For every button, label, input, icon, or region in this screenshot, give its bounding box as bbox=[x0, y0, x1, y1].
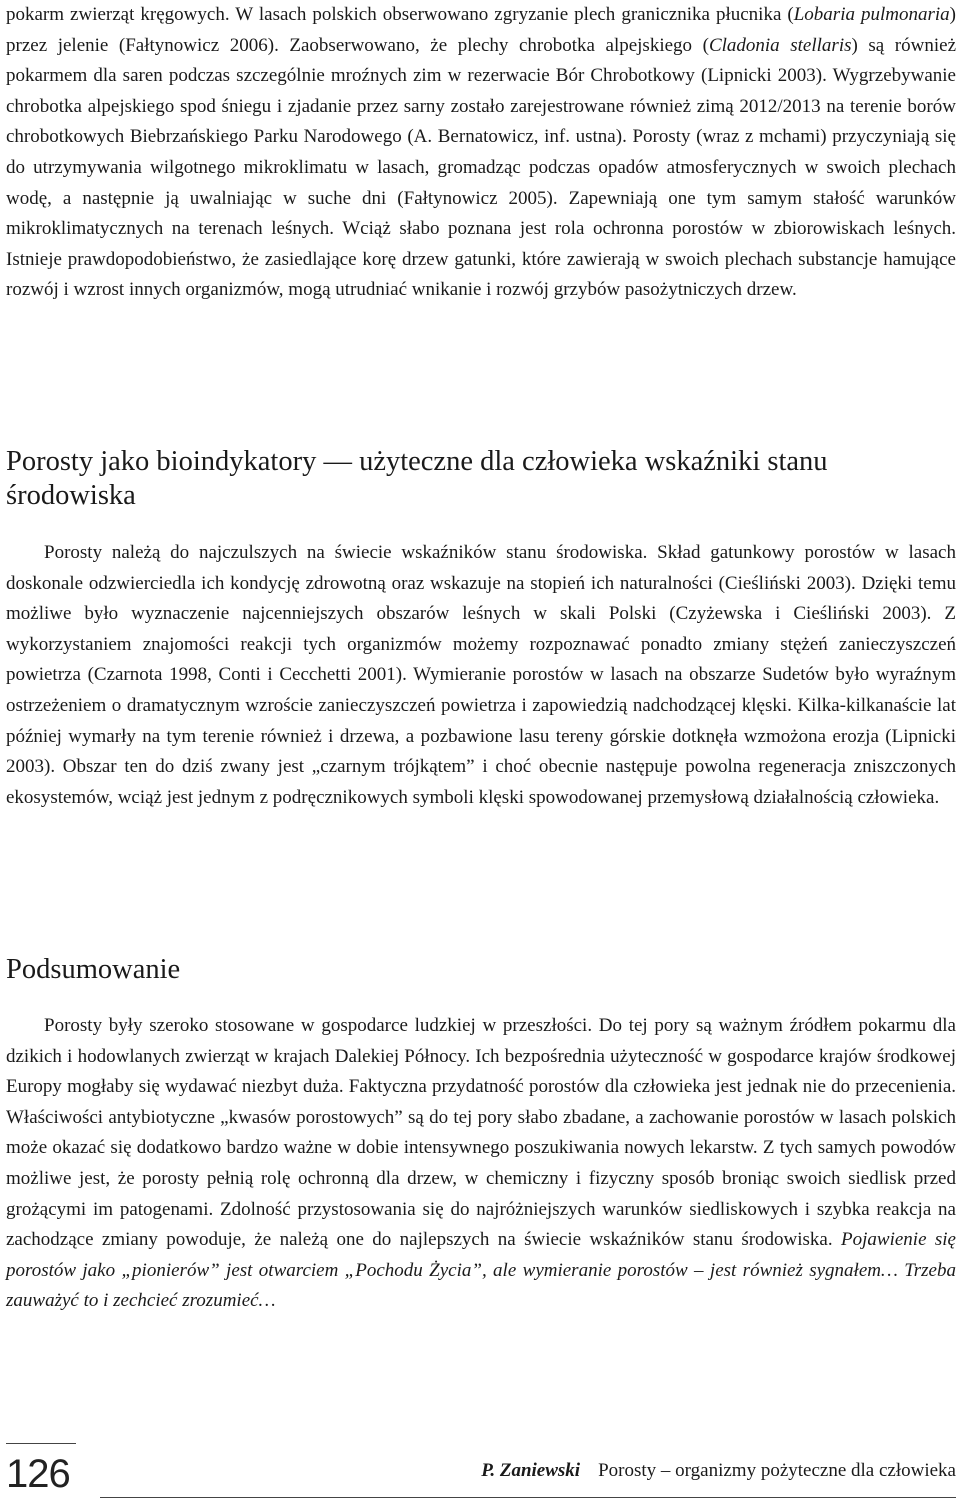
section-summary bbox=[6, 1011, 956, 1317]
section-heading-summary: Podsumowanie bbox=[6, 954, 181, 985]
text-run: Porosty były szeroko stosowane w gospodarce ludzkiej w przeszłości. Do tej pory są ważnym źródłem pokarmu dla dzikich i hodowlanych zwierząt w krajach Dalekiej Północy. Ich bezpośrednia użyteczność w gospodarce krajów środkowej Europy mogłaby się wydawać niezbyt duża. Faktyczna przydatność porostów dla człowieka jest jednak nie do przecenienia. Właściwości antybiotyczne „kwasów porostowych” są do tej pory słabo zbadane, a zachowanie porostów w lasach polskich może okazać się dodatkowo bardzo ważne w dobie intensywnego poszukiwania nowych lekarstw. Z tych samych powodów możliwe jest, że porosty pełnią rolę ochronną dla drzew, w chemiczny i fizyczny sposób broniąc swoich siedlisk przed grożącymi im patogenami. Zdolność przystosowania się do najróżniejszych warunków siedliskowych i szybka reakcja na zachodzące zmiany powoduje, że należą one do najlepszych na świecie wskaźników stanu środowiska. bbox=[6, 1015, 956, 1251]
running-footer bbox=[481, 1460, 956, 1482]
species-name: Cladonia stellaris bbox=[708, 34, 852, 56]
document-page bbox=[6, 0, 957, 1312]
text-run: ) przez jelenie (Fałtynowicz 2006). Zaobserwowano, że plechy chrobotka alpejskiego ( bbox=[6, 4, 956, 56]
footer-author: P. Zaniewski bbox=[481, 1460, 581, 1481]
closing-quote: Pojawienie się porostów jako „pionierów” jest otwarciem „Pochodu Życia”, ale wymieranie porostów – jest również sygnałem… Trzeba zauważyć to i zechcieć zrozumieć… bbox=[6, 1229, 956, 1312]
footer-title: Porosty – organizmy pożyteczne dla człowieka bbox=[598, 1460, 956, 1481]
section-bioindicators bbox=[6, 538, 956, 813]
paragraph-summary bbox=[6, 1011, 956, 1317]
paragraph-bioindicators: Porosty należą do najczulszych na świecie wskaźników stanu środowiska. Skład gatunkowy porostów w lasach doskonale odzwierciedla ich kondycję zdrowotną oraz wskazuje na stopień ich naturalności (Cieśliński 2003). Dzięki temu możliwe było wyznaczenie najcenniejszych obszarów leśnych w skali Polski (Czyżewska i Cieśliński 2003). Z wykorzystaniem znajomości reakcji tych organizmów możemy rozpoznawać ponadto zmiany stężeń zanieczyszczeń powietrza (Czarnota 1998, Conti i Cecchetti 2001). Wymieranie porostów w lasach na obszarze Sudetów było wyraźnym ostrzeżeniem o dramatycznym wzroście zanieczyszczeń powietrza i zapowiedzią nadchodzącej klęski. Kilka-kilkanaście lat później wymarły na tym terenie również i drzewa, a pozbawione lasu tereny górskie dotknęła wzmożona erozja (Lipnicki 2003). Obszar ten do dziś zwany jest „czarnym trójkątem” i choć obecnie następuje powolna regeneracja zniszczonych ekosystemów, wciąż jest jednym z podręcznikowych symboli klęski spowodowanej przemysłową działalnością człowieka. bbox=[6, 542, 956, 808]
species-name: Lobaria pulmonaria bbox=[793, 4, 950, 25]
text-run: ) są również pokarmem dla saren podczas szczególnie mroźnych zim w rezerwacie Bór Chrobotkowy (Lipnicki 2003). Wygrzebywanie chrobotka alpejskiego spod śniegu i zjadanie przez sarny zostało zarejestrowane również zimą 2012/2013 na terenie borów chrobotkowych Biebrzańskiego Parku Narodowego (A. Bernatowicz, inf. ustna). Porosty (wraz z mchami) przyczyniają się do utrzymywania wilgotnego mikroklimatu w lasach, gromadząc podczas opadów atmosferycznych w swoich plechach wodę, a następnie ją uwalniając w suche dni (Fałtynowicz 2005). Zapewniają one tym samym stałość warunków mikroklimatycznych na terenach leśnych. Wciąż słabo poznana jest rola ochronna porostów w zbiorowiskach leśnych. Istnieje prawdopodobieństwo, że zasiedlające korę drzew gatunki, które zawierają w swoich plechach substancje hamujące rozwój i wzrost innych organizmów, mogą utrudniać wnikanie i rozwój grzybów pasożytniczych drzew. bbox=[6, 34, 957, 301]
page-number: 126 bbox=[6, 1452, 70, 1496]
paragraph-continuation bbox=[6, 0, 956, 306]
footer-rule-left bbox=[6, 1443, 76, 1444]
footer-rule-right bbox=[100, 1497, 956, 1498]
section-heading-bioindicators: Porosty jako bioindykatory — użyteczne dla człowieka wskaźniki stanu środowiska bbox=[6, 446, 828, 511]
text-run: pokarm zwierząt kręgowych. W lasach polskich obserwowano zgryzanie plech granicznika płucnika ( bbox=[6, 4, 794, 25]
